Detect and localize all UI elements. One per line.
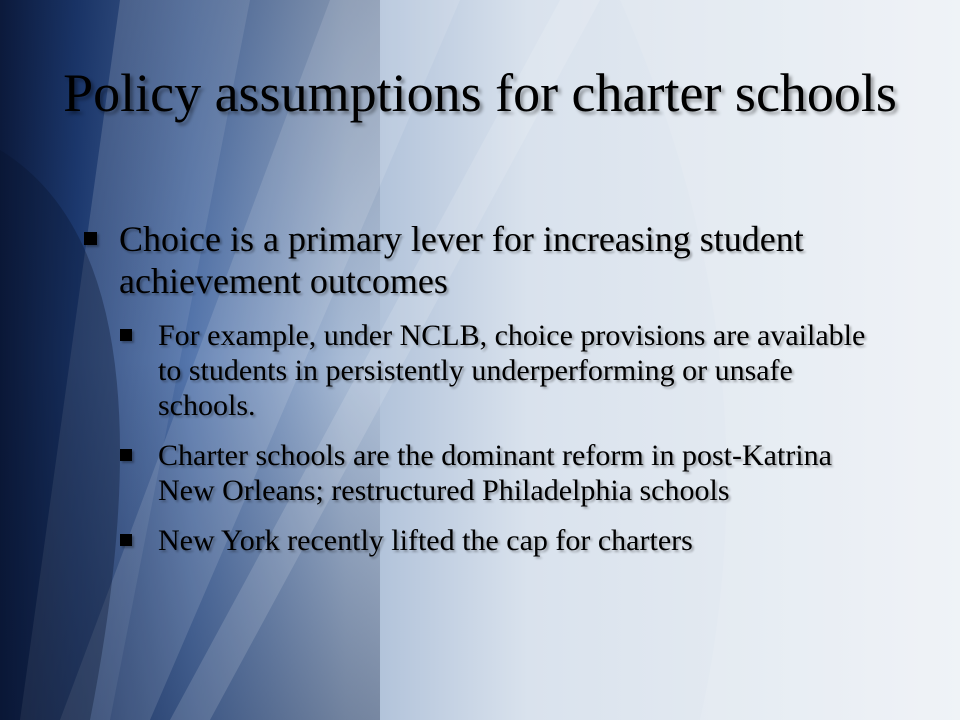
- bullet-list: [84, 218, 884, 573]
- sub-bullet-text: Charter schools are the dominant reform in post-Katrina New Orleans; restructured Philadelphia schools: [158, 439, 832, 507]
- square-bullet-icon: [120, 534, 132, 546]
- bullet-text: Choice is a primary lever for increasing student achievement outcomes: [119, 219, 804, 301]
- slide-title: Policy assumptions for charter schools: [63, 63, 897, 123]
- sub-bullet-item: [120, 438, 884, 508]
- sub-bullet-text: New York recently lifted the cap for charters: [158, 524, 693, 557]
- square-bullet-icon: [84, 232, 97, 245]
- sub-bullet-text: For example, under NCLB, choice provisions are available to students in persistently underperforming or unsafe schools.: [158, 319, 866, 422]
- square-bullet-icon: [120, 449, 132, 461]
- sub-bullet-item: [120, 523, 884, 558]
- sub-bullet-item: [120, 318, 884, 423]
- square-bullet-icon: [120, 329, 132, 341]
- bullet-item: [84, 218, 884, 302]
- sub-bullet-list: [84, 318, 884, 558]
